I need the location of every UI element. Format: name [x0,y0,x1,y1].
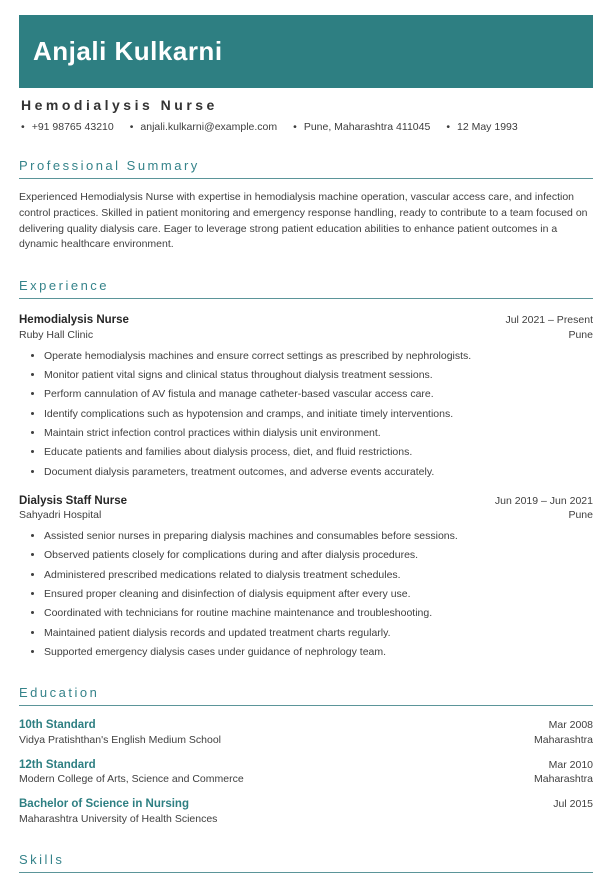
job-bullet: • Document dialysis parameters, treatment outcomes, and adverse events accurately. [44,466,593,480]
section-heading-skills: Skills [19,852,593,873]
job-subtitle-row [19,509,593,521]
job-bullet-list [19,350,593,480]
education-title-row [19,719,593,731]
experience-entry [19,495,593,661]
job-bullet: • Observed patients closely for complications during and after dialysis procedures. [44,549,593,563]
contact-location: • Pune, Maharashtra 411045 [293,121,430,133]
job-bullet: • Monitor patient vital signs and clinical status throughout dialysis treatment sessions. [44,369,593,383]
education-location: Maharashtra [534,733,593,746]
education-school: Vidya Pratishthan's English Medium School [19,733,222,746]
section-professional-summary [19,158,593,253]
job-bullet: • Educate patients and families about dialysis process, diet, and fluid restrictions. [44,446,593,460]
candidate-name: Anjali Kulkarni [33,36,223,66]
section-experience [19,278,593,660]
job-bullet: • Maintained patient dialysis records and updated treatment charts regularly. [44,627,593,641]
education-entry [19,719,593,746]
section-heading-education: Education [19,685,593,706]
job-title: Hemodialysis Nurse [19,314,129,326]
education-entry [19,759,593,786]
job-dates: Jul 2021 – Present [505,314,593,326]
contact-email: • anjali.kulkarni@example.com [130,121,277,133]
job-bullet: • Maintain strict infection control practices within dialysis unit environment. [44,427,593,441]
section-skills [19,852,593,873]
job-bullet: • Identify complications such as hypotension and cramps, and initiate timely interventions. [44,408,593,422]
education-date: Mar 2010 [548,758,593,771]
candidate-role: Hemodialysis Nurse [21,97,218,113]
job-subtitle-row [19,329,593,341]
job-bullet: • Perform cannulation of AV fistula and manage catheter-based vascular access care. [44,388,593,402]
job-location: Pune [568,328,593,341]
education-degree: Bachelor of Science in Nursing [19,798,189,811]
education-date: Jul 2015 [553,798,593,811]
job-location: Pune [568,509,593,522]
education-date: Mar 2008 [548,719,593,732]
contact-dob: • 12 May 1993 [446,121,517,133]
education-entry [19,798,593,825]
education-degree: 10th Standard [19,719,96,732]
job-bullet: • Administered prescribed medications related to dialysis treatment schedules. [44,569,593,583]
contact-list [19,121,593,133]
job-company: Sahyadri Hospital [19,509,102,522]
header-banner [19,15,593,88]
job-title-row [19,495,593,507]
summary-text: Experienced Hemodialysis Nurse with expertise in hemodialysis machine operation, vascular access care, and infection control practices. Skilled in patient monitoring and emergency response handling, ready to contribute to a team focused on delivering quality dialysis care. Eager to leverage strong patient education abilities to enhance patient outcomes in a dynamic healthcare environment. [19,191,588,251]
job-bullet: • Operate hemodialysis machines and ensure correct settings as prescribed by nephrologists. [44,350,593,364]
job-bullet: • Supported emergency dialysis cases under guidance of nephrology team. [44,646,593,660]
job-title: Dialysis Staff Nurse [19,494,128,507]
experience-entry [19,314,593,480]
section-heading-experience: Experience [19,278,593,299]
education-subtitle-row [19,813,593,825]
job-bullet: • Ensured proper cleaning and disinfection of dialysis equipment after every use. [44,588,593,602]
section-education [19,685,593,825]
job-dates: Jun 2019 – Jun 2021 [494,494,593,507]
education-location: Maharashtra [534,773,593,786]
job-bullet-list [19,530,593,660]
education-school: Maharashtra University of Health Sciences [19,812,218,825]
section-heading-summary: Professional Summary [19,158,593,179]
job-bullet: • Assisted senior nurses in preparing dialysis machines and consumables before sessions. [44,530,593,544]
job-title-row [19,314,593,326]
education-subtitle-row [19,734,593,746]
education-subtitle-row [19,773,593,785]
education-degree: 12th Standard [19,758,96,771]
education-school: Modern College of Arts, Science and Commerce [19,773,244,786]
job-bullet: • Coordinated with technicians for routine machine maintenance and troubleshooting. [44,607,593,621]
contact-phone: • +91 98765 43210 [21,121,114,133]
education-title-row [19,798,593,810]
education-title-row [19,759,593,771]
job-company: Ruby Hall Clinic [19,328,94,341]
